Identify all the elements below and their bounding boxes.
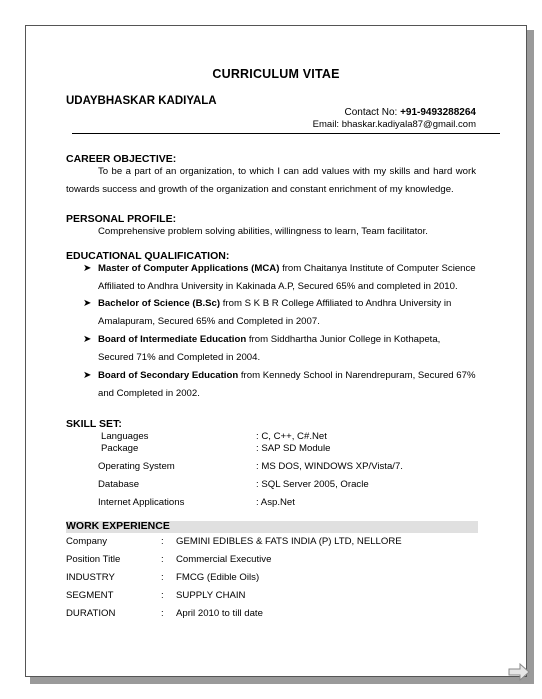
work-value: April 2010 to till date [176, 608, 263, 619]
work-separator: : [161, 572, 164, 583]
education-details: from Siddhartha Junior College in Kothapeta, Secured 71% and Completed in 2004. [98, 334, 441, 363]
work-separator: : [161, 536, 164, 547]
skill-value: : SQL Server 2005, Oracle [256, 479, 369, 490]
work-label: DURATION [66, 608, 116, 619]
personal-profile-heading: PERSONAL PROFILE: [66, 213, 177, 225]
skill-value: : MS DOS, WINDOWS XP/Vista/7. [256, 461, 403, 472]
header-divider [72, 133, 500, 134]
work-separator: : [161, 590, 164, 601]
work-value: FMCG (Edible Oils) [176, 572, 260, 583]
arrow-bullet-icon: ➤ [83, 298, 92, 309]
education-heading: EDUCATIONAL QUALIFICATION: [66, 250, 230, 262]
skill-set-heading: SKILL SET: [66, 418, 122, 430]
contact-phone [344, 107, 476, 118]
skill-label: Languages [101, 431, 149, 442]
resume-page [25, 25, 527, 677]
work-label: Position Title [66, 554, 121, 565]
skill-value: : SAP SD Module [256, 443, 331, 454]
education-degree: Board of Secondary Education [98, 370, 239, 381]
contact-email-address: bhaskar.kadiyala87@gmail.com [341, 119, 476, 130]
candidate-name: UDAYBHASKAR KADIYALA [66, 95, 217, 107]
education-item [83, 367, 478, 403]
work-label: INDUSTRY [66, 572, 115, 583]
education-item [83, 331, 478, 367]
contact-phone-label: Contact No: [344, 107, 401, 118]
skill-label: Internet Applications [98, 497, 185, 508]
contact-email [313, 119, 476, 130]
work-experience-heading: WORK EXPERIENCE [66, 520, 170, 532]
work-label: SEGMENT [66, 590, 114, 601]
skill-label: Operating System [98, 461, 175, 472]
skill-label: Package [101, 443, 139, 454]
education-degree: Board of Intermediate Education [98, 334, 247, 345]
work-value: Commercial Executive [176, 554, 272, 565]
education-degree: Bachelor of Science (B.Sc) [98, 298, 221, 309]
arrow-bullet-icon: ➤ [83, 334, 92, 345]
work-label: Company [66, 536, 108, 547]
work-separator: : [161, 608, 164, 619]
work-value: GEMINI EDIBLES & FATS INDIA (P) LTD, NELLORE [176, 536, 402, 547]
contact-phone-number: +91-9493288264 [400, 107, 476, 118]
career-objective-text: To be a part of an organization, to which I can add values with my skills and hard work towards success and growth of the organization and constant enrichment of my knowledge. [66, 166, 476, 195]
next-page-arrow-icon[interactable] [508, 663, 530, 681]
arrow-bullet-icon: ➤ [83, 263, 92, 274]
education-item [83, 295, 478, 331]
education-item [83, 260, 478, 296]
document-title: CURRICULUM VITAE [212, 67, 340, 81]
skill-label: Database [98, 479, 140, 490]
contact-email-label: Email: [312, 119, 342, 130]
work-value: SUPPLY CHAIN [176, 590, 246, 601]
work-separator: : [161, 554, 164, 565]
career-objective-heading: CAREER OBJECTIVE: [66, 153, 177, 165]
education-degree: Master of Computer Applications (MCA) [98, 263, 280, 274]
education-details: from Chaitanya Institute of Computer Science Affiliated to Andhra University in Kakinada A.P, Secured 65% and completed in 2010. [98, 263, 476, 292]
education-details: from Kennedy School in Narendrepuram, Secured 67% and Completed in 2002. [98, 370, 476, 399]
education-details: from S K B R College Affiliated to Andhra University in Amalapuram, Secured 65% and Completed in 2007. [98, 298, 452, 327]
skill-value: : C, C++, C#.Net [256, 431, 327, 442]
skill-value: : Asp.Net [256, 497, 295, 508]
personal-profile-text: Comprehensive problem solving abilities, willingness to learn, Team facilitator. [98, 226, 428, 237]
arrow-bullet-icon: ➤ [83, 370, 92, 381]
